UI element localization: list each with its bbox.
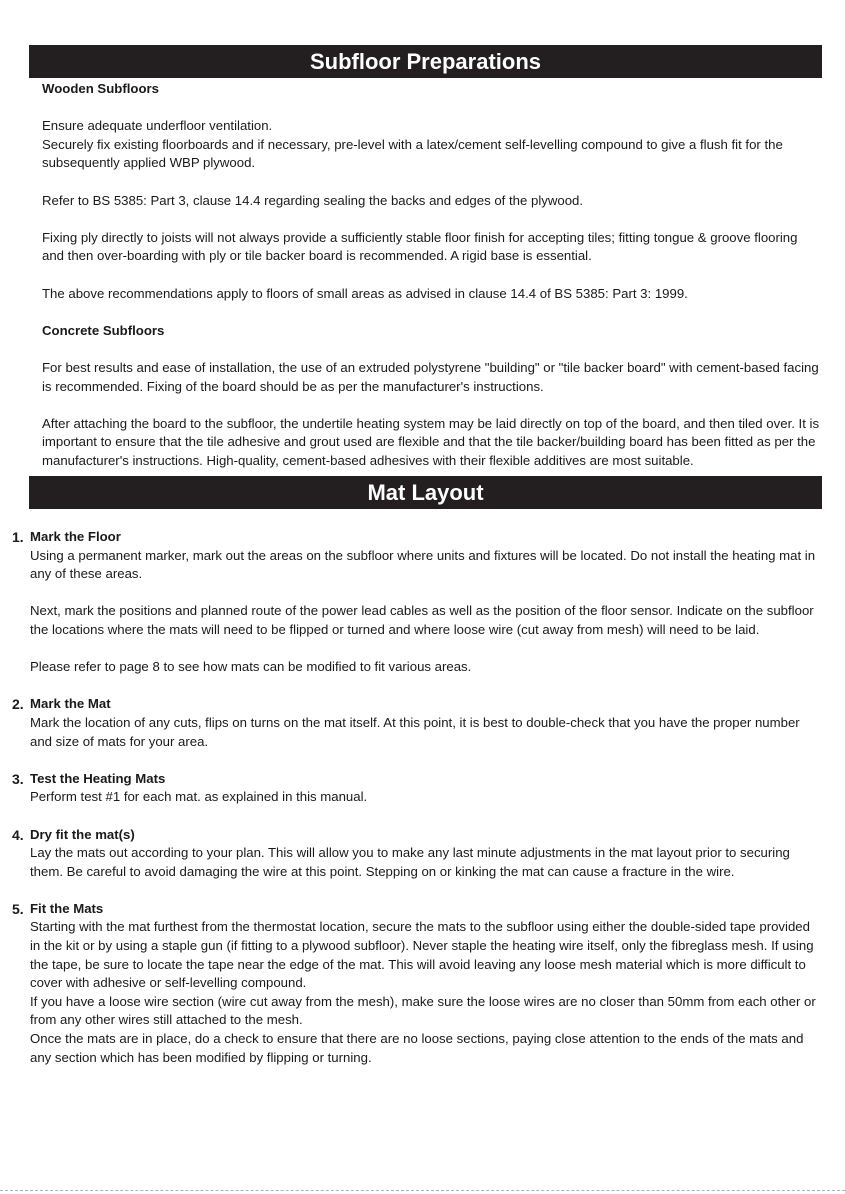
mat-layout-steps	[12, 528, 818, 1067]
step-fit-the-mats	[12, 900, 818, 1067]
step-paragraph: Once the mats are in place, do a check to ensure that there are no loose sections, paying close attention to the ends of the mats and any section which has been modified by flipping or turning.	[30, 1031, 804, 1065]
step-paragraph: Perform test #1 for each mat. as explained in this manual.	[30, 789, 368, 805]
wooden-paragraph-2: Securely fix existing floorboards and if necessary, pre-level with a latex/cement self-levelling compound to give a flush fit for the subsequently applied WBP plywood.	[42, 136, 783, 171]
wooden-subfloors-heading: Wooden Subfloors	[42, 81, 159, 96]
wooden-paragraph-3: Refer to BS 5385: Part 3, clause 14.4 regarding sealing the backs and edges of the plywood.	[42, 192, 584, 208]
step-number: 5.	[12, 900, 24, 917]
step-paragraph: Mark the location of any cuts, flips on turns on the mat itself. At this point, it is best to double-check that you have the proper number and size of mats for your area.	[30, 714, 800, 749]
step-title: Dry fit the mat(s)	[30, 826, 135, 842]
step-dry-fit-the-mats	[12, 826, 818, 882]
page-ref-number: 8	[152, 659, 160, 675]
step-paragraph: Using a permanent marker, mark out the areas on the subfloor where units and fixtures will be located. Do not install the heating mat in any of these areas.	[30, 547, 816, 582]
step-title: Mark the Floor	[30, 529, 121, 544]
step-number: 3.	[12, 770, 24, 787]
step-number: 1.	[12, 529, 24, 545]
section-banner-mat-layout: Mat Layout	[29, 476, 822, 509]
concrete-paragraph-2: After attaching the board to the subfloor, the undertile heating system may be laid directly on top of the board, and then tiled over. It is important to ensure that the tile adhesive and grout used are flexible and that the tile backer/building board has been fitted as per the manufacturer's instructions. High-quality, cement-based adhesives with their flexible additives are most suitable.	[42, 415, 820, 468]
wooden-paragraph-5: The above recommendations apply to floors of small areas as advised in clause 14.4 of BS 5385: Part 3: 1999.	[42, 285, 688, 301]
step-title: Mark the Mat	[30, 696, 111, 712]
concrete-paragraph-1: For best results and ease of installation, the use of an extruded polystyrene "building" or "tile backer board" with cement-based facing is recommended. Fixing of the board should be as per the manufacturer's instructions.	[42, 359, 819, 394]
step-test-the-heating-mats	[12, 770, 818, 807]
step-number: 4.	[12, 826, 24, 843]
step-paragraph: Next, mark the positions and planned route of the power lead cables as well as the position of the floor sensor. Indicate on the subfloor the locations where the mats will need to be flipped or turned and where loose wire (cut away from mesh) will need to be laid.	[30, 603, 814, 637]
step-paragraph: If you have a loose wire section (wire cut away from the mesh), make sure the loose wires are no closer than 50mm from each other or from any other wires still attached to the mesh.	[30, 993, 816, 1028]
step-mark-the-mat	[12, 695, 818, 751]
page-ref-before: Please refer to page	[30, 659, 153, 675]
step-paragraph: Lay the mats out according to your plan. This will allow you to make any last minute adjustments in the mat layout prior to securing them. Be careful to avoid damaging the wire at this point. Stepping on or kinking the mat can cause a fracture in the wire.	[30, 845, 790, 879]
section-banner-subfloor-preparations: Subfloor Preparations	[29, 45, 822, 78]
page-bottom-rule	[0, 1190, 845, 1192]
page-ref-after: to see how mats can be modified to fit various areas.	[159, 659, 472, 675]
subfloor-preparations-body	[42, 80, 822, 470]
step-number: 2.	[12, 696, 24, 713]
concrete-subfloors-heading: Concrete Subfloors	[42, 322, 165, 338]
step-paragraph	[30, 658, 818, 677]
step-title: Test the Heating Mats	[30, 770, 166, 786]
step-title: Fit the Mats	[30, 900, 104, 916]
step-paragraph: Starting with the mat furthest from the thermostat location, secure the mats to the subfloor using either the double-sided tape provided in the kit or by using a staple gun (if fitting to a plywood subfloor). Never staple the heating wire itself, only the fibreglass mesh. If using the tape, be sure to locate the tape near the edge of the mat. This will avoid leaving any loose mesh material which is more difficult to cover with adhesive or self-levelling compound.	[30, 919, 814, 991]
wooden-paragraph-4: Fixing ply directly to joists will not always provide a sufficiently stable floor finish for accepting tiles; fitting tongue & groove flooring and then over-boarding with ply or tile backer board is recommended. A rigid base is essential.	[42, 229, 798, 264]
step-mark-the-floor	[12, 528, 818, 677]
wooden-paragraph-1: Ensure adequate underfloor ventilation.	[42, 118, 273, 134]
